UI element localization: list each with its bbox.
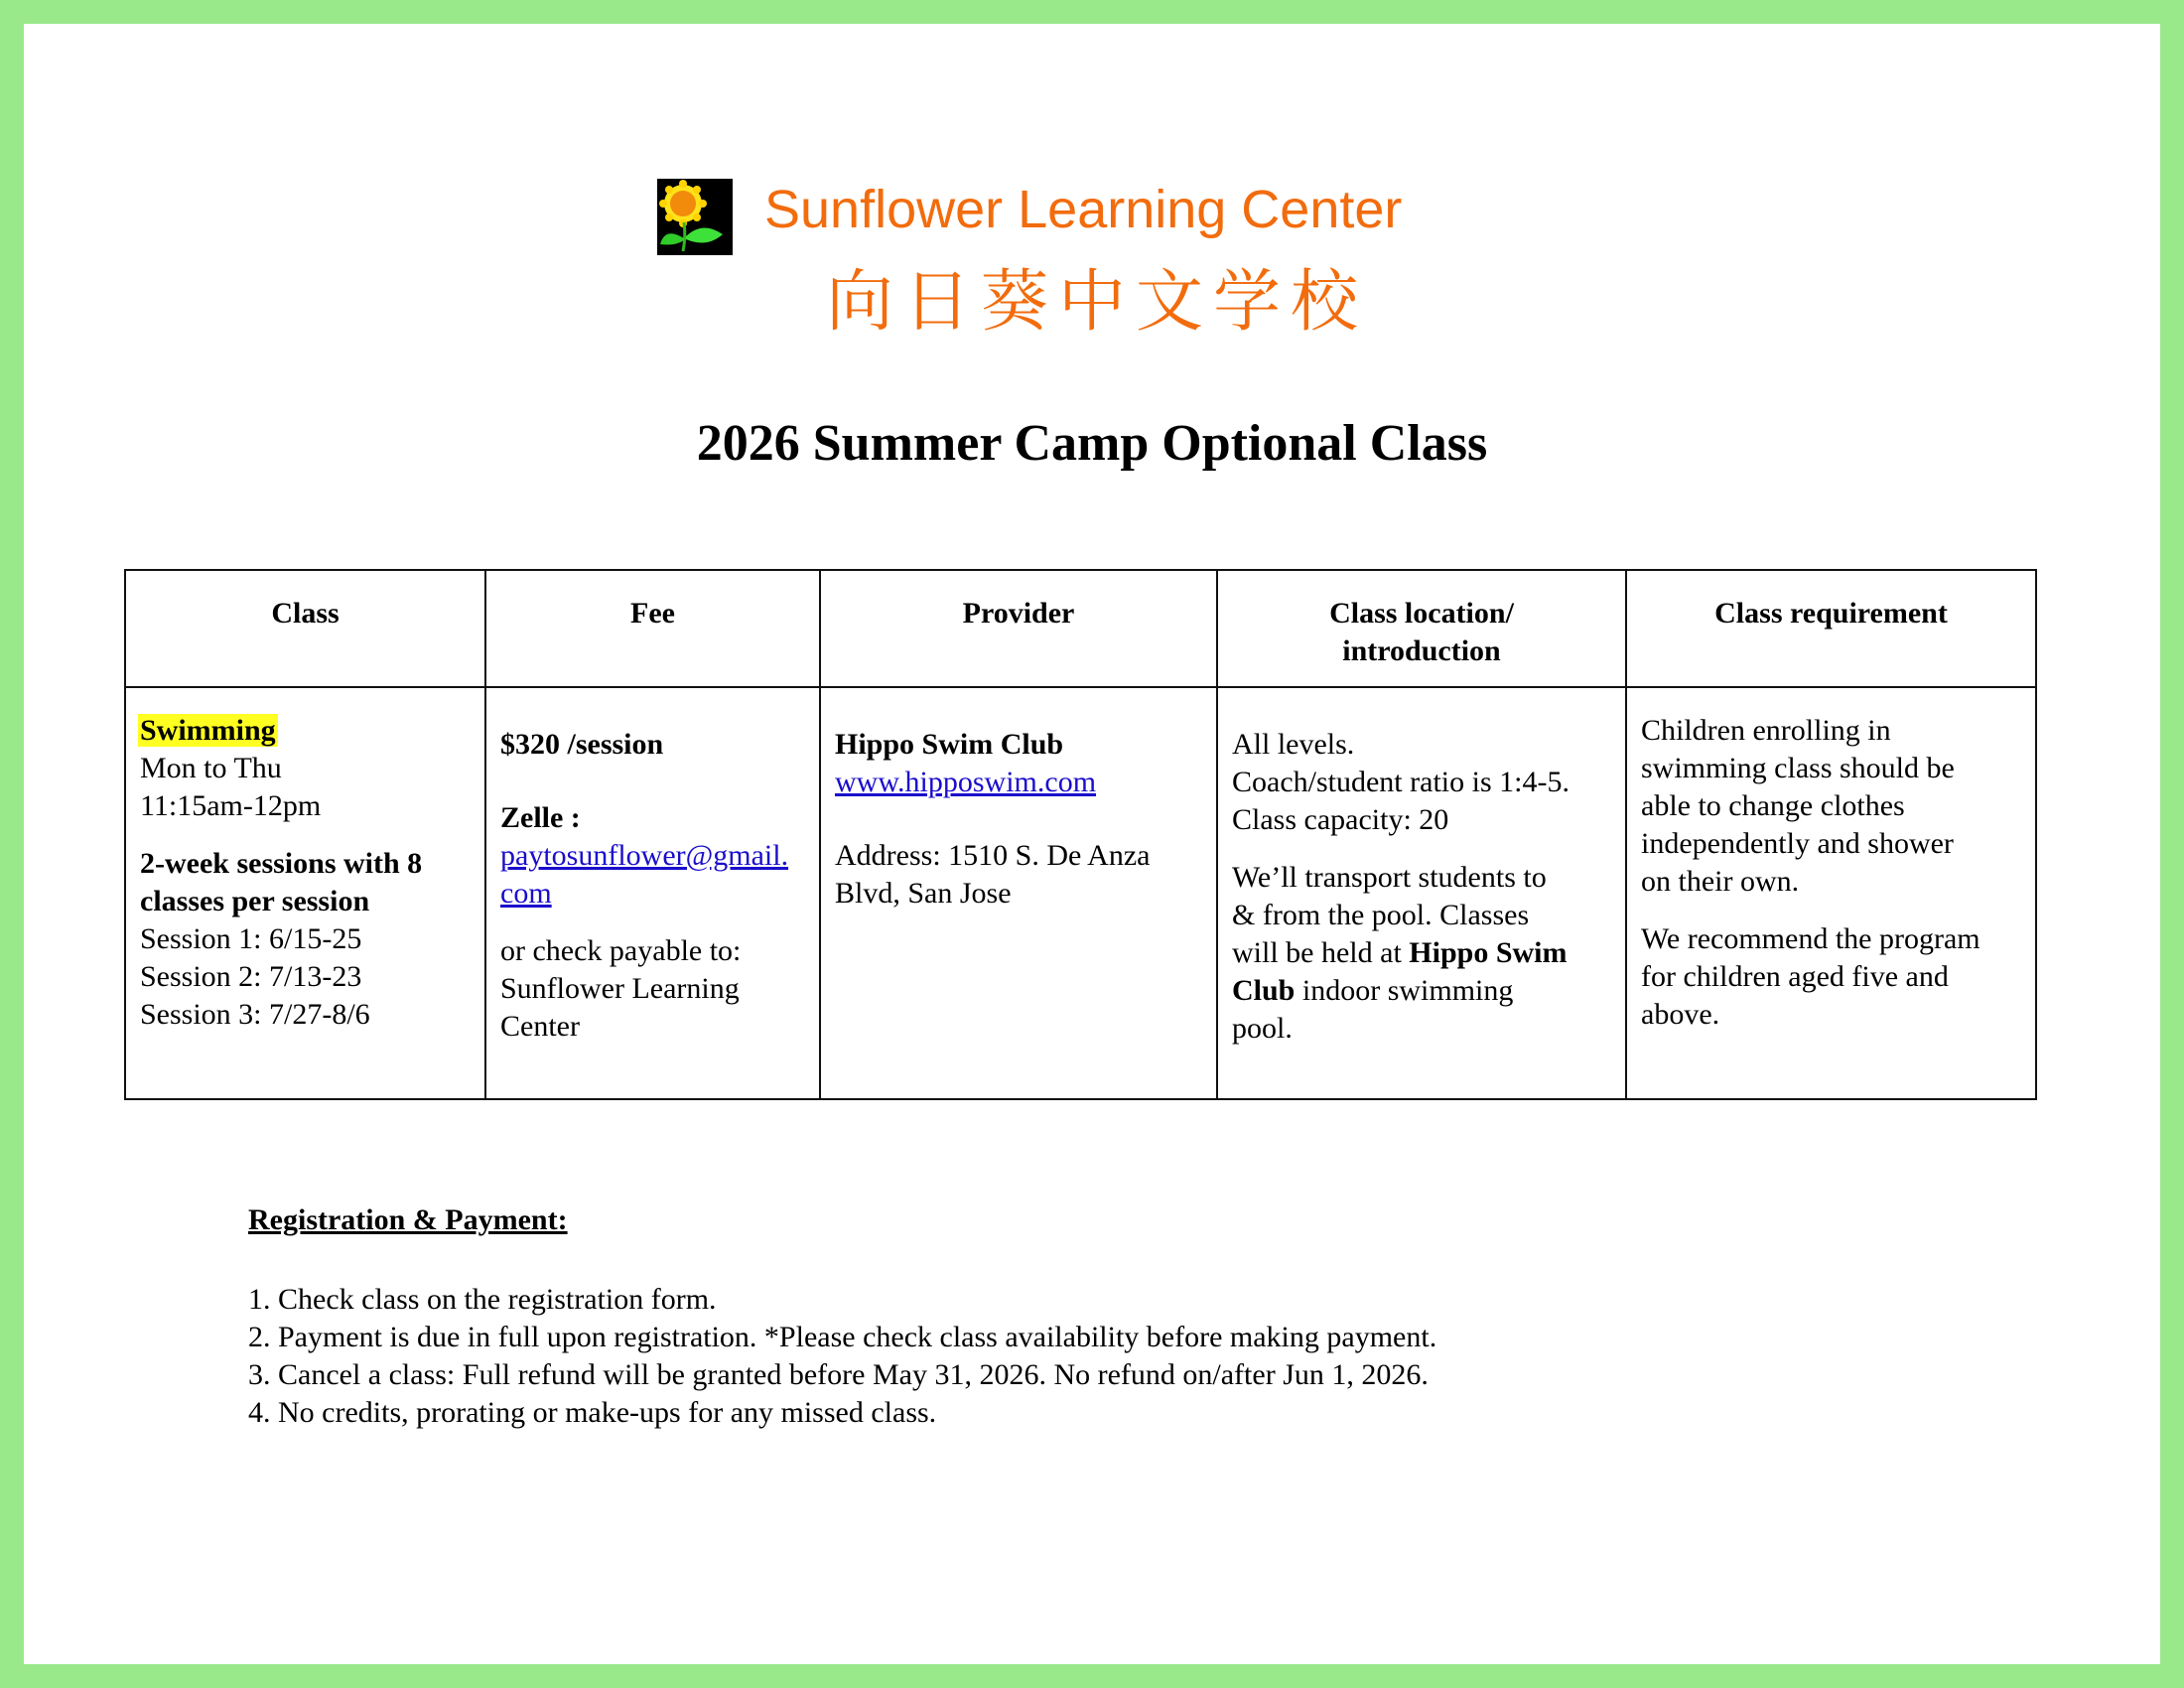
session-info-line2: classes per session (140, 885, 370, 917)
document-page (24, 24, 2160, 1664)
cell-requirement (1626, 687, 2036, 1099)
page-title: 2026 Summer Camp Optional Class (696, 415, 1488, 472)
provider-address-line2: Blvd, San Jose (835, 877, 1012, 910)
logo (657, 179, 733, 255)
column-header-location-line2: introduction (1342, 634, 1501, 667)
session-1: Session 1: 6/15-25 (140, 922, 362, 955)
column-header-class: Class (125, 570, 485, 687)
cell-fee (485, 687, 820, 1099)
registration-item: 3. Cancel a class: Full refund will be granted before May 31, 2026. No refund on/after Jun 1, 2026. (248, 1358, 1429, 1391)
column-header-provider: Provider (820, 570, 1217, 687)
cell-provider (820, 687, 1217, 1099)
registration-section (248, 1201, 1436, 1432)
class-table (124, 569, 2037, 1100)
requirement-p1-line5: on their own. (1641, 865, 1800, 898)
transport-line3-text: will be held at (1232, 936, 1410, 969)
transport-line4 (1232, 972, 1611, 1010)
location-capacity: Class capacity: 20 (1232, 803, 1449, 836)
zelle-label: Zelle : (500, 801, 581, 834)
provider-website-link[interactable]: www.hipposwim.com (835, 766, 1097, 798)
check-payable-line3: Center (500, 1010, 580, 1043)
class-time: 11:15am-12pm (140, 789, 322, 822)
session-2: Session 2: 7/13-23 (140, 960, 362, 993)
table-header-row (125, 570, 2036, 687)
location-levels: All levels. (1232, 728, 1355, 761)
column-header-fee: Fee (485, 570, 820, 687)
registration-item: 4. No credits, prorating or make-ups for any missed class. (248, 1396, 937, 1429)
provider-name: Hippo Swim Club (835, 728, 1064, 761)
column-header-location (1217, 570, 1626, 687)
check-payable-line2: Sunflower Learning (500, 972, 740, 1005)
column-header-location-line1: Class location/ (1329, 597, 1514, 630)
session-info-line1: 2-week sessions with 8 (140, 847, 423, 880)
zelle-email-link[interactable] (500, 837, 805, 913)
location-ratio: Coach/student ratio is 1:4-5. (1232, 766, 1570, 798)
requirement-p1-line1: Children enrolling in (1641, 714, 1891, 747)
transport-line1: We’ll transport students to (1232, 861, 1547, 894)
class-days: Mon to Thu (140, 752, 282, 784)
transport-venue-bold: Hippo Swim (1409, 936, 1568, 969)
requirement-p2-line2: for children aged five and (1641, 960, 1949, 993)
transport-line5: pool. (1232, 1012, 1293, 1045)
class-name-highlight: Swimming (140, 714, 276, 747)
registration-item: 1. Check class on the registration form. (248, 1283, 717, 1316)
requirement-p2-line3: above. (1641, 998, 1720, 1031)
fee-price: $320 /session (500, 728, 664, 761)
brand-name-english: Sunflower Learning Center (764, 180, 1403, 239)
cell-location (1217, 687, 1626, 1099)
requirement-p1-line2: swimming class should be (1641, 752, 1955, 784)
session-3: Session 3: 7/27-8/6 (140, 998, 370, 1031)
zelle-email-line1[interactable]: paytosunflower@gmail. (500, 839, 789, 872)
requirement-p1-line3: able to change clothes (1641, 789, 1905, 822)
cell-class (125, 687, 485, 1099)
check-payable-line1: or check payable to: (500, 934, 742, 967)
requirement-p1-line4: independently and shower (1641, 827, 1954, 860)
transport-line4-text: indoor swimming (1295, 974, 1514, 1007)
table-row (125, 687, 2036, 1099)
requirement-p2-line1: We recommend the program (1641, 922, 1980, 955)
registration-item: 2. Payment is due in full upon registration. *Please check class availability before making payment. (248, 1321, 1437, 1353)
transport-venue-bold-2: Club (1232, 974, 1296, 1007)
registration-list (248, 1281, 1436, 1432)
sunflower-icon (657, 179, 733, 255)
column-header-requirement: Class requirement (1626, 570, 2036, 687)
provider-address-line1: Address: 1510 S. De Anza (835, 839, 1151, 872)
brand-name-chinese: 向日葵中文学校 (826, 263, 1369, 342)
transport-line2: & from the pool. Classes (1232, 899, 1530, 931)
transport-line3 (1232, 934, 1611, 972)
zelle-email-line2[interactable]: com (500, 877, 552, 910)
registration-heading: Registration & Payment: (248, 1203, 568, 1236)
